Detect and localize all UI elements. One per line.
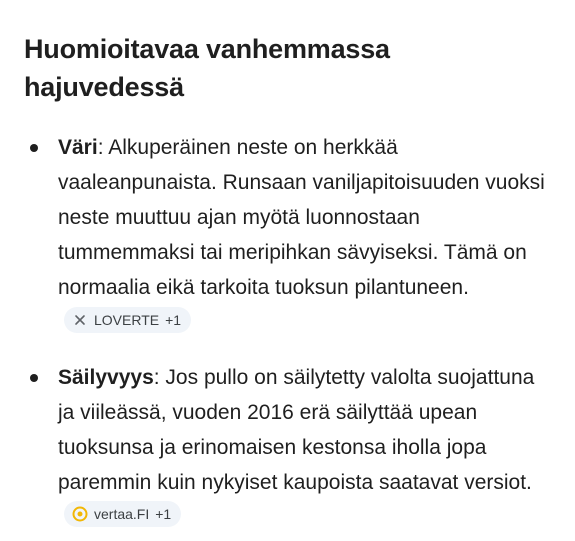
- answer-section: [24, 30, 554, 535]
- item-term: Väri: [58, 136, 98, 159]
- source-chip-count: +1: [155, 506, 172, 522]
- bullet-list: [24, 130, 554, 535]
- vertaa-logo-icon: [72, 506, 88, 522]
- item-text: : Alkuperäinen neste on herkkää vaaleanpunaista. Runsaan vaniljapitoisuuden vuoksi neste muuttuu ajan myötä luonnostaan tummemmaksi tai meripihkan sävyiseksi. Tämä on normaalia eikä tarkoita tuoksun pilantuneen.: [58, 136, 545, 299]
- section-heading: Huomioitavaa vanhemmassa hajuvedessä: [24, 34, 390, 102]
- loverte-logo-icon: [72, 312, 88, 328]
- source-chip-loverte[interactable]: [64, 307, 191, 333]
- list-item-color: [24, 130, 554, 340]
- source-chip-count: +1: [165, 312, 182, 328]
- source-chip-label: LOVERTE: [94, 312, 160, 328]
- item-term: Säilyvyys: [58, 366, 154, 389]
- item-text: : Jos pullo on säilytetty valolta suojattuna ja viileässä, vuoden 2016 erä säilyttää upean tuoksunsa ja erinomaisen kestonsa iholla jopa paremmin kuin nykyiset kaupoista saatavat versiot.: [58, 366, 535, 494]
- list-item-durability: [24, 360, 554, 535]
- bullet-icon: [30, 374, 38, 382]
- source-chip-vertaa[interactable]: [64, 501, 181, 527]
- bullet-icon: [30, 144, 38, 152]
- source-chip-label: vertaa.FI: [94, 506, 150, 522]
